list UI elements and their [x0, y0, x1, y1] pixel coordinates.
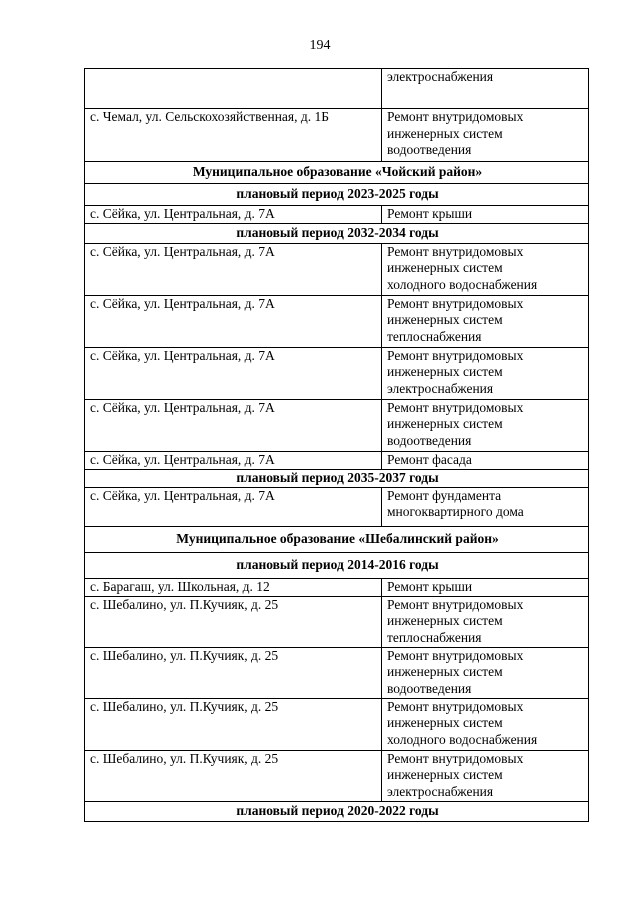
work-type-cell	[382, 750, 589, 801]
address-cell: с. Сёйка, ул. Центральная, д. 7А	[85, 399, 382, 451]
table-row	[85, 596, 589, 647]
work-type-line: инженерных систем	[387, 364, 503, 379]
work-type-cell	[382, 647, 589, 698]
work-type-line: Ремонт внутридомовых	[387, 109, 524, 124]
table-row	[85, 347, 589, 399]
work-type-line: Ремонт внутридомовых	[387, 596, 524, 612]
address-cell: с. Шебалино, ул. П.Кучияк, д. 25	[85, 596, 382, 647]
address-cell: с. Сёйка, ул. Центральная, д. 7А	[85, 295, 382, 347]
repair-schedule-table	[84, 68, 589, 822]
section-heading-row	[85, 552, 589, 578]
work-type-cell	[382, 347, 589, 399]
table-row	[85, 399, 589, 451]
table-row	[85, 69, 589, 109]
section-heading-row	[85, 469, 589, 487]
work-type-line: водоотведения	[387, 432, 472, 448]
work-type-cell	[382, 578, 589, 596]
section-heading: плановый период 2023-2025 годы	[85, 184, 589, 206]
work-type-line: Ремонт внутридомовых	[387, 698, 524, 714]
work-type-line: инженерных систем	[387, 260, 503, 275]
work-type-cell	[382, 243, 589, 295]
table-row	[85, 243, 589, 295]
table-row	[85, 295, 589, 347]
table-row	[85, 750, 589, 801]
section-heading: плановый период 2020-2022 годы	[85, 801, 589, 821]
work-type-line: холодного водоснабжения	[387, 276, 538, 292]
work-type-cell	[382, 295, 589, 347]
work-type-line: инженерных систем	[387, 416, 503, 431]
page-number: 194	[309, 38, 331, 53]
work-type-line: электроснабжения	[387, 69, 494, 84]
address-cell: с. Шебалино, ул. П.Кучияк, д. 25	[85, 647, 382, 698]
address-cell: с. Сёйка, ул. Центральная, д. 7А	[85, 206, 382, 224]
address-cell: с. Сёйка, ул. Центральная, д. 7А	[85, 243, 382, 295]
work-type-line: Ремонт внутридомовых	[387, 750, 524, 766]
work-type-line: Ремонт внутридомовых	[387, 295, 524, 311]
work-type-line: инженерных систем	[387, 664, 503, 679]
section-heading: плановый период 2032-2034 годы	[85, 223, 589, 243]
work-type-line: многоквартирного дома	[387, 504, 524, 519]
section-heading: Муниципальное образование «Шебалинский район»	[85, 526, 589, 552]
work-type-line: Ремонт внутридомовых	[387, 347, 524, 363]
work-type-cell	[382, 109, 589, 162]
address-cell: с. Сёйка, ул. Центральная, д. 7А	[85, 487, 382, 526]
work-type-line: электроснабжения	[387, 380, 494, 396]
table-row	[85, 206, 589, 224]
work-type-cell	[382, 399, 589, 451]
section-heading-row	[85, 184, 589, 206]
table-row	[85, 487, 589, 526]
work-type-line: водоотведения	[387, 142, 472, 157]
work-type-line: Ремонт внутридомовых	[387, 243, 524, 259]
section-heading-row	[85, 526, 589, 552]
address-cell: с. Барагаш, ул. Школьная, д. 12	[85, 578, 382, 596]
address-cell: с. Шебалино, ул. П.Кучияк, д. 25	[85, 750, 382, 801]
table-row	[85, 451, 589, 469]
work-type-line: инженерных систем	[387, 767, 503, 782]
section-heading: Муниципальное образование «Чойский район»	[85, 162, 589, 184]
work-type-cell	[382, 206, 589, 224]
section-heading: плановый период 2035-2037 годы	[85, 469, 589, 487]
work-type-line: Ремонт крыши	[387, 206, 473, 221]
table-row	[85, 578, 589, 596]
work-type-cell	[382, 451, 589, 469]
work-type-line: Ремонт внутридомовых	[387, 647, 524, 663]
section-heading-row	[85, 162, 589, 184]
address-cell: с. Шебалино, ул. П.Кучияк, д. 25	[85, 698, 382, 750]
work-type-line: Ремонт фундамента	[387, 487, 502, 503]
work-type-line: водоотведения	[387, 680, 472, 696]
work-type-line: теплоснабжения	[387, 328, 482, 344]
work-type-line: инженерных систем	[387, 715, 503, 730]
table-row	[85, 698, 589, 750]
work-type-line: инженерных систем	[387, 312, 503, 327]
address-cell: с. Сёйка, ул. Центральная, д. 7А	[85, 347, 382, 399]
work-type-line: холодного водоснабжения	[387, 731, 538, 747]
work-type-cell	[382, 596, 589, 647]
section-heading: плановый период 2014-2016 годы	[85, 552, 589, 578]
work-type-line: Ремонт внутридомовых	[387, 399, 524, 415]
table-row	[85, 109, 589, 162]
work-type-cell	[382, 698, 589, 750]
work-type-line: инженерных систем	[387, 125, 503, 141]
address-cell	[85, 69, 382, 109]
table-body	[85, 69, 589, 822]
table-row	[85, 647, 589, 698]
work-type-line: теплоснабжения	[387, 629, 482, 645]
work-type-line: Ремонт фасада	[387, 451, 472, 467]
address-cell: с. Сёйка, ул. Центральная, д. 7А	[85, 451, 382, 469]
work-type-cell	[382, 487, 589, 526]
work-type-line: инженерных систем	[387, 613, 503, 628]
section-heading-row	[85, 801, 589, 821]
work-type-cell	[382, 69, 589, 109]
work-type-line: Ремонт крыши	[387, 578, 473, 594]
address-cell: с. Чемал, ул. Сельскохозяйственная, д. 1Б	[85, 109, 382, 162]
section-heading-row	[85, 223, 589, 243]
work-type-line: электроснабжения	[387, 783, 494, 799]
